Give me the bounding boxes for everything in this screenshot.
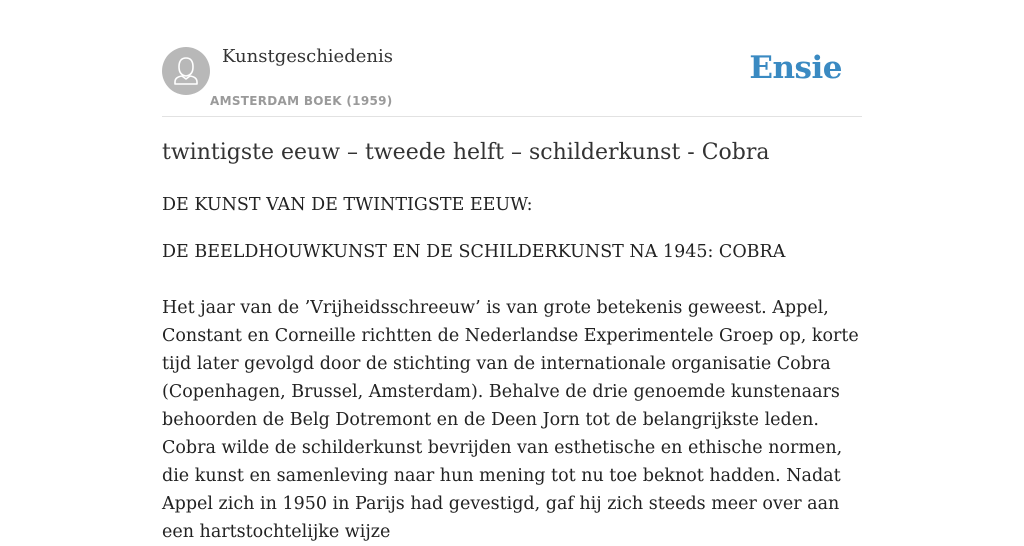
article-subheading: DE KUNST VAN DE TWINTIGSTE EEUW: bbox=[162, 195, 533, 215]
source-label: AMSTERDAM BOEK (1959) bbox=[210, 94, 393, 108]
article-paragraph: Het jaar van de ’Vrijheidsschreeuw’ is van grote betekenis geweest. Appel, Constant en Corneille richtten de Nederlandse Experimentele Groep op, korte tijd later gevolgd door de stichting van de internationale organisatie Cobra (Copenhagen, Brussel, Amsterdam). Behalve de drie genoemde kunstenaars behoorden de Belg Dotremont en de Deen Jorn tot de belangrijkste leden. Cobra wilde de schilderkunst bevrijden van esthetische en ethische normen, die kunst en samenleving naar hun mening tot nu toe beknot hadden. Nadat Appel zich in 1950 in Parijs had gevestigd, gaf hij zich steeds meer over aan een hartstochtelijke wijze bbox=[162, 298, 859, 542]
user-silhouette-icon bbox=[162, 47, 210, 95]
category-link[interactable]: Kunstgeschiedenis bbox=[222, 46, 393, 67]
brand-logo[interactable]: Ensie bbox=[749, 50, 842, 86]
article-header bbox=[162, 0, 862, 117]
article-subheading: DE BEELDHOUWKUNST EN DE SCHILDERKUNST NA 1945: COBRA bbox=[162, 242, 786, 262]
article-body bbox=[162, 294, 862, 546]
article-title: twintigste eeuw – tweede helft – schilderkunst - Cobra bbox=[162, 140, 770, 165]
page-container bbox=[162, 0, 862, 542]
